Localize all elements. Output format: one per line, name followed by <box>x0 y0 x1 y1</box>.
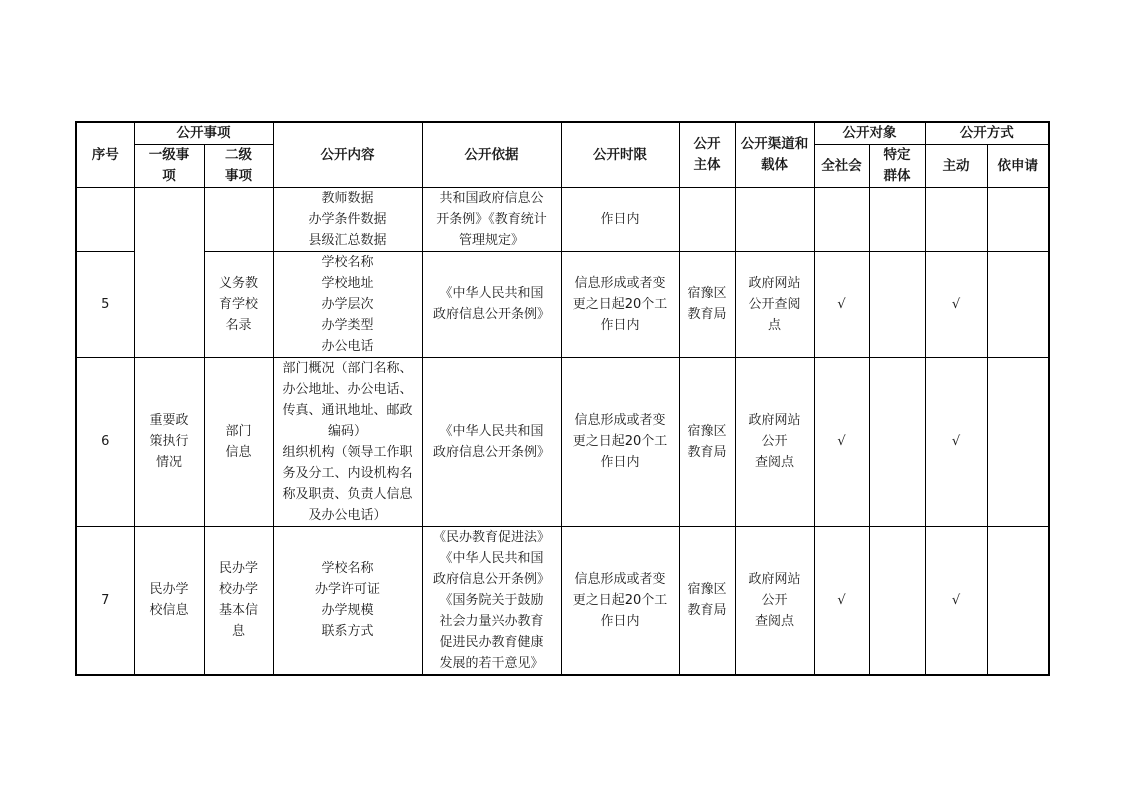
basis-line: 管理规定》 <box>458 232 524 248</box>
level2-line: 校办学 <box>218 582 258 597</box>
cell-channel <box>735 187 814 251</box>
cell-channel <box>735 526 814 675</box>
table-row <box>76 357 1049 526</box>
content-line: 县级汇总数据 <box>308 232 387 248</box>
cell-level1 <box>134 357 204 526</box>
time-limit-line: 更之日起20个工 <box>572 296 668 312</box>
content-line: 学校地址 <box>321 275 374 291</box>
header-target-specific-line: 群体 <box>883 167 911 184</box>
content-line: 办学层次 <box>321 296 374 312</box>
disclosure-table <box>75 121 1050 676</box>
content-line: 传真、通讯地址、邮政 <box>282 402 413 418</box>
time-limit-line: 作日内 <box>600 317 640 333</box>
content-line: 办学类型 <box>321 317 374 333</box>
cell-target-specific <box>869 526 925 675</box>
level1-line: 情况 <box>155 455 182 470</box>
header-level1-line: 项 <box>162 167 176 184</box>
basis-line: 《国务院关于鼓励 <box>439 592 544 608</box>
header-time-limit: 公开时限 <box>561 122 679 187</box>
channel-line: 点 <box>767 317 781 333</box>
basis-line: 开条例》《教育统计 <box>436 211 547 227</box>
basis-line: 政府信息公开条例》 <box>432 571 550 587</box>
header-item-group: 公开事项 <box>134 122 273 144</box>
cell-level2 <box>204 357 273 526</box>
cell-basis <box>422 187 561 251</box>
content-line: 学校名称 <box>321 254 374 270</box>
header-level1-line: 一级事 <box>148 146 190 163</box>
time-limit-line: 更之日起20个工 <box>572 592 668 608</box>
time-limit-line: 信息形成或者变 <box>574 571 666 587</box>
table-row <box>76 187 1049 251</box>
channel-line: 政府网站 <box>748 275 801 291</box>
content-line: 办学条件数据 <box>308 211 387 227</box>
level1-line: 重要政 <box>149 413 189 428</box>
content-line: 务及分工、内设机构名 <box>282 465 413 481</box>
channel-line: 公开 <box>761 434 788 449</box>
cell-subject <box>679 526 735 675</box>
content-line: 称及职责、负责人信息 <box>282 486 413 502</box>
cell-method-active <box>925 187 987 251</box>
basis-line: 政府信息公开条例》 <box>432 444 550 460</box>
channel-line: 公开查阅 <box>748 296 801 312</box>
cell-level2 <box>204 251 273 357</box>
subject-line: 教育局 <box>687 444 727 460</box>
cell-subject <box>679 251 735 357</box>
cell-target-all <box>814 187 869 251</box>
cell-method-active: √ <box>925 357 987 526</box>
cell-level2 <box>204 526 273 675</box>
header-target-specific <box>869 144 925 187</box>
header-method-active: 主动 <box>925 144 987 187</box>
level2-line: 基本信 <box>218 603 258 618</box>
header-level1 <box>134 144 204 187</box>
subject-line: 教育局 <box>687 307 727 322</box>
time-limit-line: 作日内 <box>600 211 640 227</box>
cell-time-limit <box>561 357 679 526</box>
subject-line: 教育局 <box>687 603 727 618</box>
cell-target-all: √ <box>814 251 869 357</box>
cell-level1 <box>134 526 204 675</box>
basis-line: 《中华人民共和国 <box>439 286 544 301</box>
content-line: 组织机构（领导工作职 <box>282 444 413 460</box>
header-target-all: 全社会 <box>814 144 869 187</box>
header-channel <box>735 122 814 187</box>
cell-content <box>273 357 422 526</box>
time-limit-line: 作日内 <box>600 613 640 629</box>
cell-subject <box>679 187 735 251</box>
cell-seq <box>76 187 134 251</box>
level2-line: 部门 <box>225 423 252 439</box>
header-basis: 公开依据 <box>422 122 561 187</box>
channel-line: 政府网站 <box>748 571 801 587</box>
cell-method-request <box>987 251 1049 357</box>
content-line: 办学规模 <box>321 603 374 618</box>
cell-seq: 7 <box>76 526 134 675</box>
basis-line: 社会力量兴办教育 <box>439 613 544 629</box>
basis-line: 共和国政府信息公 <box>439 190 544 206</box>
level1-line: 校信息 <box>149 603 189 618</box>
time-limit-line: 信息形成或者变 <box>574 413 666 428</box>
cell-method-active: √ <box>925 251 987 357</box>
cell-basis <box>422 251 561 357</box>
content-line: 编码） <box>327 423 367 439</box>
cell-time-limit <box>561 251 679 357</box>
channel-line: 查阅点 <box>754 613 794 629</box>
basis-line: 促进民办教育健康 <box>439 634 544 650</box>
header-target-specific-line: 特定 <box>883 146 911 163</box>
level1-line: 民办学 <box>149 582 189 597</box>
content-line: 部门概况（部门名称、 <box>282 360 413 376</box>
cell-time-limit <box>561 187 679 251</box>
table-body <box>76 187 1049 675</box>
table-header <box>76 122 1049 187</box>
basis-line: 发展的若干意见》 <box>439 655 544 671</box>
cell-channel <box>735 357 814 526</box>
table-row <box>76 251 1049 357</box>
subject-line: 宿豫区 <box>687 286 727 301</box>
header-method-request: 依申请 <box>987 144 1049 187</box>
subject-line: 宿豫区 <box>687 423 727 439</box>
cell-method-request <box>987 187 1049 251</box>
cell-level2 <box>204 187 273 251</box>
cell-channel <box>735 251 814 357</box>
cell-time-limit <box>561 526 679 675</box>
time-limit-line: 作日内 <box>600 455 640 470</box>
time-limit-line: 信息形成或者变 <box>574 275 666 291</box>
cell-subject <box>679 357 735 526</box>
cell-basis <box>422 357 561 526</box>
cell-target-all: √ <box>814 526 869 675</box>
header-channel-line: 公开渠道和 <box>740 135 809 152</box>
content-line: 办学许可证 <box>314 582 380 597</box>
content-line: 办公电话 <box>321 338 374 354</box>
header-subject-line: 主体 <box>693 156 721 173</box>
content-line: 及办公电话） <box>308 507 387 523</box>
basis-line: 《中华人民共和国 <box>439 550 544 566</box>
header-content: 公开内容 <box>273 122 422 187</box>
level2-line: 信息 <box>225 444 252 460</box>
cell-method-request <box>987 357 1049 526</box>
cell-method-active: √ <box>925 526 987 675</box>
cell-content <box>273 526 422 675</box>
level1-line: 策执行 <box>149 434 189 449</box>
basis-line: 政府信息公开条例》 <box>432 307 550 322</box>
cell-seq: 6 <box>76 357 134 526</box>
cell-target-specific <box>869 187 925 251</box>
level2-line: 息 <box>231 624 245 639</box>
content-line: 联系方式 <box>321 624 374 639</box>
cell-level1 <box>134 187 204 357</box>
cell-target-specific <box>869 357 925 526</box>
table-row <box>76 526 1049 675</box>
level2-line: 育学校 <box>218 296 258 312</box>
content-line: 教师数据 <box>321 190 374 206</box>
header-level2 <box>204 144 273 187</box>
level2-line: 民办学 <box>218 561 258 576</box>
header-seq: 序号 <box>76 122 134 187</box>
channel-line: 查阅点 <box>754 455 794 470</box>
content-line: 学校名称 <box>321 561 374 576</box>
level2-line: 义务教 <box>218 275 258 291</box>
cell-content <box>273 187 422 251</box>
header-target-group: 公开对象 <box>814 122 925 144</box>
header-level2-line: 二级 <box>225 146 252 163</box>
header-subject-line: 公开 <box>693 135 721 152</box>
subject-line: 宿豫区 <box>687 582 727 597</box>
level2-line: 名录 <box>225 317 252 333</box>
cell-target-all: √ <box>814 357 869 526</box>
cell-target-specific <box>869 251 925 357</box>
channel-line: 公开 <box>761 592 788 608</box>
basis-line: 《中华人民共和国 <box>439 423 544 439</box>
cell-basis <box>422 526 561 675</box>
content-line: 办公地址、办公电话、 <box>282 381 413 397</box>
header-subject <box>679 122 735 187</box>
cell-content <box>273 251 422 357</box>
header-method-group: 公开方式 <box>925 122 1049 144</box>
time-limit-line: 更之日起20个工 <box>572 434 668 449</box>
header-level2-line: 事项 <box>225 167 252 184</box>
channel-line: 政府网站 <box>748 413 801 428</box>
cell-method-request <box>987 526 1049 675</box>
header-channel-line: 载体 <box>761 156 788 173</box>
cell-seq: 5 <box>76 251 134 357</box>
basis-line: 《民办教育促进法》 <box>432 529 550 545</box>
